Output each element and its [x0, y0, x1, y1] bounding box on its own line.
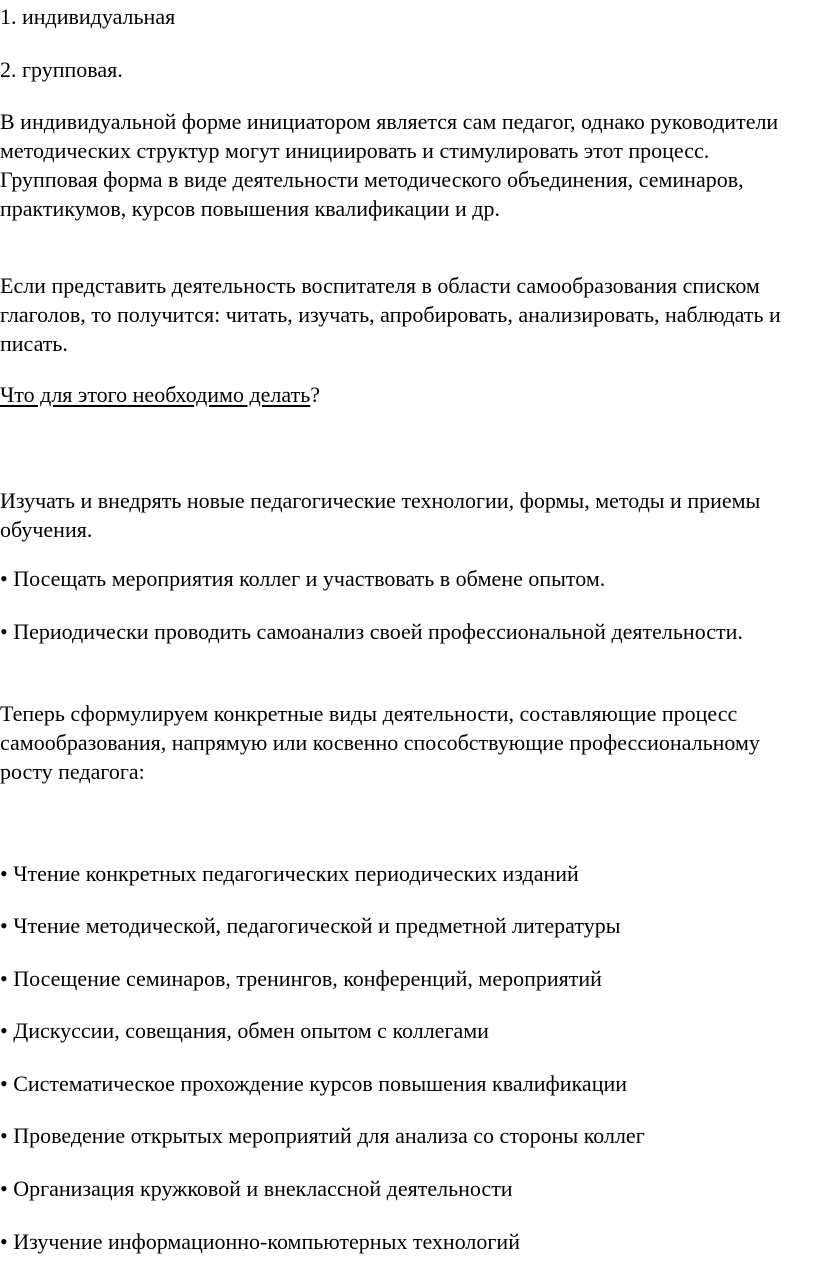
- bullet-self-analysis: • Периодически проводить самоанализ своей профессиональной деятельности.: [0, 619, 743, 644]
- list-item-individual: 1. индивидуальная: [0, 4, 176, 29]
- list-item: • Проведение открытых мероприятий для анализа со стороны коллег: [0, 1123, 645, 1148]
- question-mark: ?: [310, 382, 321, 407]
- list-item: • Организация кружковой и внеклассной деятельности: [0, 1176, 513, 1201]
- list-item: • Чтение методической, педагогической и предметной литературы: [0, 913, 621, 938]
- bullet-visit-colleagues: • Посещать мероприятия коллег и участвовать в обмене опытом.: [0, 566, 606, 591]
- question-heading: [0, 380, 800, 409]
- paragraph-individual-form: В индивидуальной форме инициатором является сам педагог, однако руководители методических структур могут инициировать и стимулировать этот процесс. Групповая форма в виде деятельности методического объединения, семинаров, практикумов, курсов повышения квалификации и др.: [0, 109, 779, 221]
- paragraph-verbs: Если представить деятельность воспитателя в области самообразования списком глаголов, то получится: читать, изучать, апробировать, анализировать, наблюдать и писать.: [0, 273, 781, 356]
- question-text: Что для этого необходимо делать: [0, 382, 311, 407]
- list-item: • Посещение семинаров, тренингов, конференций, мероприятий: [0, 966, 602, 991]
- list-item: • Изучение информационно-компьютерных технологий: [0, 1229, 520, 1254]
- list-item: • Систематическое прохождение курсов повышения квалификации: [0, 1071, 628, 1096]
- paragraph-study: Изучать и внедрять новые педагогические технологии, формы, методы и приемы обучения.: [0, 488, 761, 542]
- list-item: • Чтение конкретных педагогических периодических изданий: [0, 861, 579, 886]
- list-item-group: 2. групповая.: [0, 57, 123, 82]
- list-item: • Дискуссии, совещания, обмен опытом с коллегами: [0, 1018, 489, 1043]
- paragraph-formulate: Теперь сформулируем конкретные виды деятельности, составляющие процесс самообразования, напрямую или косвенно способствующие профессиональному росту педагога:: [0, 701, 760, 784]
